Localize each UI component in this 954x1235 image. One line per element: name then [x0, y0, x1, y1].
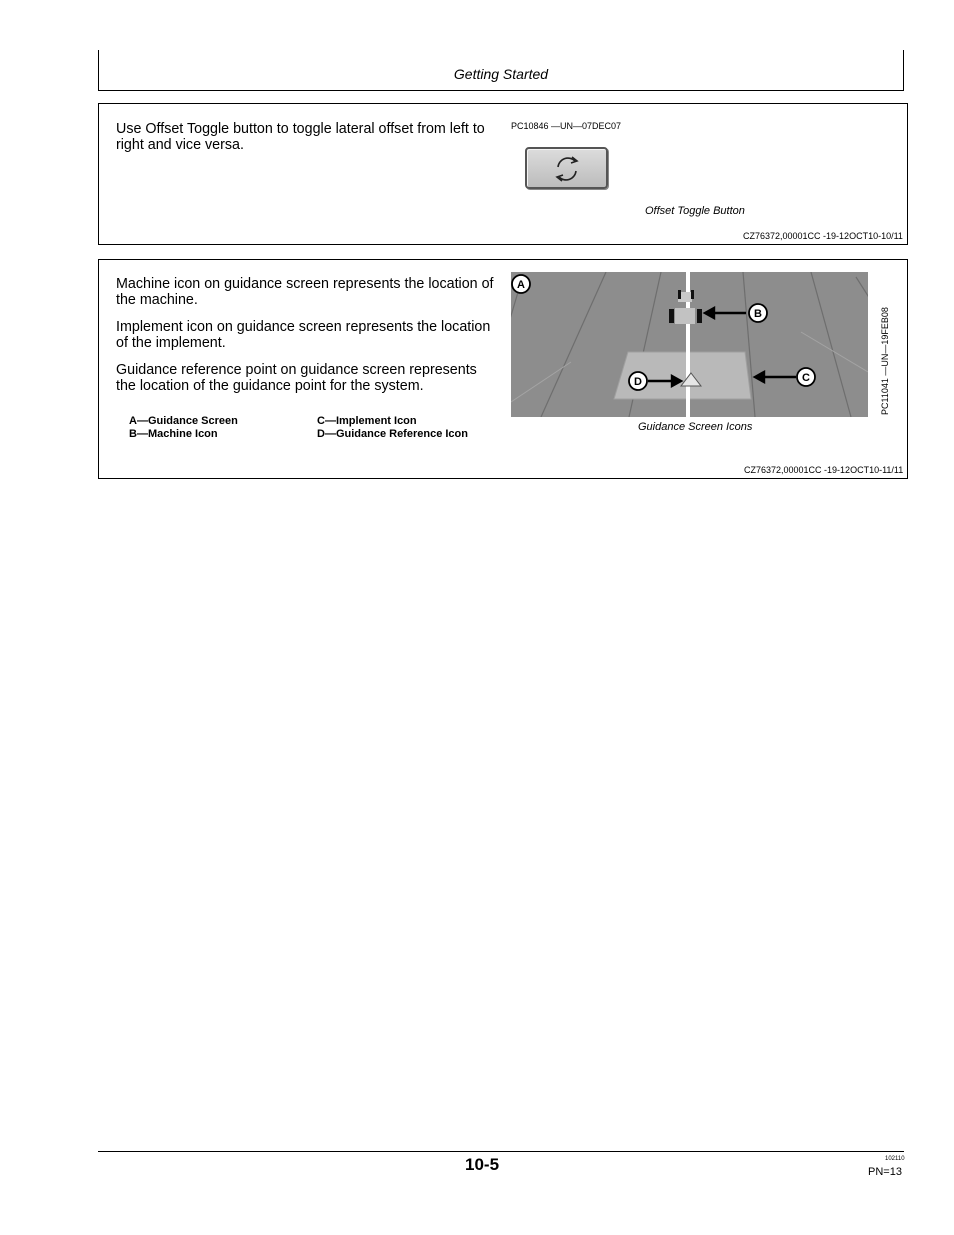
- offset-toggle-button[interactable]: [525, 147, 608, 189]
- section-title: Getting Started: [453, 66, 549, 82]
- footer-code: 102110: [885, 1156, 905, 1162]
- legend-d: D—Guidance Reference Icon: [317, 428, 468, 440]
- legend-a: A—Guidance Screen: [129, 415, 238, 427]
- guidance-screen-figure: [511, 272, 868, 417]
- guidance-screen-illustration: [511, 272, 868, 417]
- callout-c: C: [802, 372, 810, 384]
- offset-toggle-description: Use Offset Toggle button to toggle lateral offset from left to right and vice versa.: [116, 121, 485, 153]
- guidance-ref-code: CZ76372,00001CC -19-12OCT10-11/11: [744, 465, 904, 475]
- callout-a: A: [517, 279, 525, 291]
- footer-rule: [98, 1151, 904, 1152]
- callout-b: B: [754, 308, 762, 320]
- legend-c: C—Implement Icon: [317, 415, 417, 427]
- callout-d: D: [634, 376, 642, 388]
- guidance-caption: Guidance Screen Icons: [638, 421, 753, 433]
- header-rule-bottom: [98, 90, 904, 91]
- footer-pn: PN=13: [868, 1166, 902, 1178]
- legend-b: B—Machine Icon: [129, 428, 218, 440]
- offset-toggle-ref-code: CZ76372,00001CC -19-12OCT10-10/11: [743, 231, 903, 241]
- offset-toggle-caption: Offset Toggle Button: [645, 205, 745, 217]
- guidance-figure-id: PC11041 —UN—19FEB08: [880, 307, 890, 415]
- offset-toggle-figure-id: PC10846 —UN—07DEC07: [511, 121, 622, 131]
- implement-icon-description: Implement icon on guidance screen represents the location of the implement.: [116, 319, 491, 351]
- machine-icon-description: Machine icon on guidance screen represents the location of the machine.: [116, 276, 494, 308]
- page-number: 10-5: [465, 1155, 500, 1174]
- guidance-point-description: Guidance reference point on guidance screen represents the location of the guidance point for the system.: [116, 362, 477, 394]
- refresh-arrows-icon: [551, 152, 583, 186]
